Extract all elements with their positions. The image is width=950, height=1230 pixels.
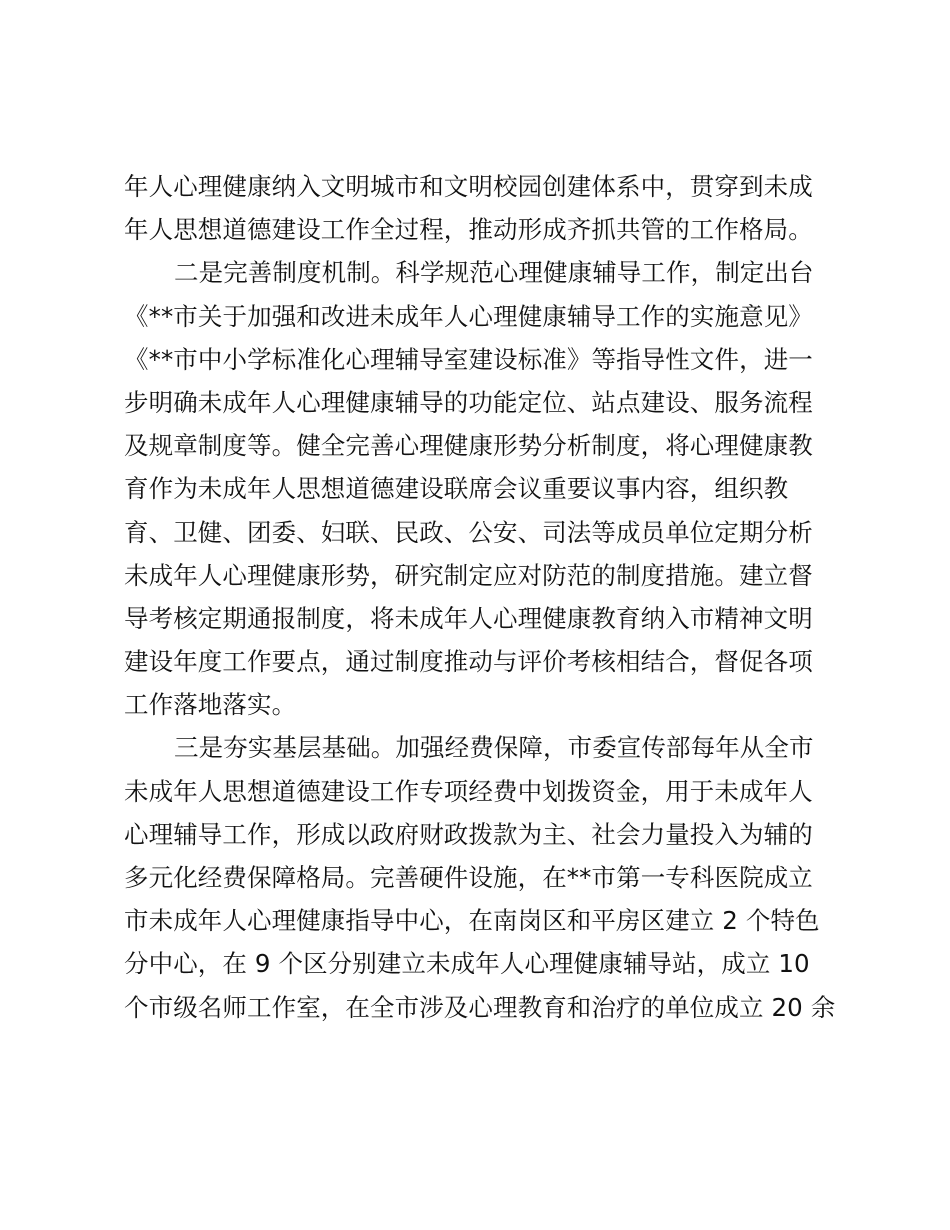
text-line: 建设年度工作要点，通过制度推动与评价考核相结合，督促各项 [124,647,813,677]
text-line: 多元化经费保障格局。完善硬件设施，在**市第一专科医院成立 [124,863,813,892]
text-line: 市未成年人心理健康指导中心，在南岗区和平房区建立 2 个特色 [124,906,820,936]
text-line: 二是完善制度机制。科学规范心理健康辅导工作，制定出台 [174,258,814,288]
text-line: 年人心理健康纳入文明城市和文明校园创建体系中，贯穿到未成 [124,172,813,201]
text-line: 步明确未成年人心理健康辅导的功能定位、站点建设、服务流程 [124,387,813,417]
text-line: 未成年人心理健康形势，研究制定应对防范的制度措施。建立督 [124,560,813,590]
text-line: 分中心，在 9 个区分别建立未成年人心理健康辅导站，成立 10 [124,949,810,979]
text-line: 《**市关于加强和改进未成年人心理健康辅导工作的实施意见》 [124,301,813,331]
text-line: 心理辅导工作，形成以政府财政拨款为主、社会力量投入为辅的 [124,819,813,849]
text-line: 育作为未成年人思想道德建设联席会议重要议事内容，组织教 [124,474,789,504]
text-line: 三是夯实基层基础。加强经费保障，市委宣传部每年从全市 [174,733,814,763]
text-line: 导考核定期通报制度，将未成年人心理健康教育纳入市精神文明 [124,603,813,633]
text-line: 工作落地落实。 [124,690,297,720]
text-line: 及规章制度等。健全完善心理健康形势分析制度，将心理健康教 [124,431,813,461]
text-line: 年人思想道德建设工作全过程，推动形成齐抓共管的工作格局。 [124,215,813,245]
body-text [124,165,834,1029]
text-line: 未成年人思想道德建设工作专项经费中划拨资金，用于未成年人 [124,776,813,806]
text-line: 育、卫健、团委、妇联、民政、公安、司法等成员单位定期分析 [124,517,813,547]
text-line: 《**市中小学标准化心理辅导室建设标准》等指导性文件，进一 [124,344,813,374]
text-line: 个市级名师工作室，在全市涉及心理教育和治疗的单位成立 20 余 [124,992,836,1022]
